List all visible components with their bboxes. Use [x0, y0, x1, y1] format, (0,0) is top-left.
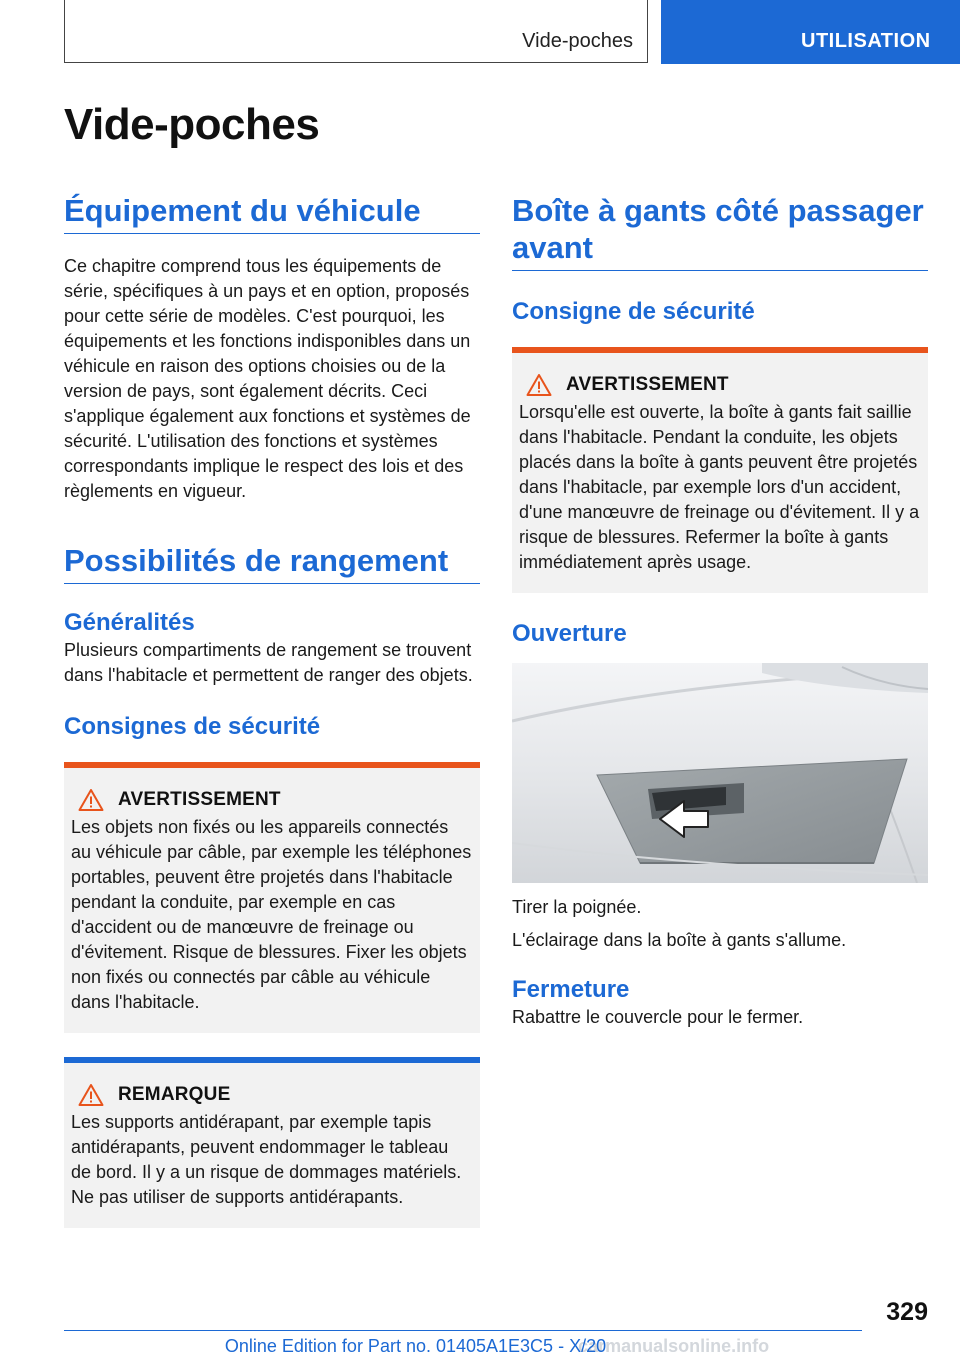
glovebox-photo	[512, 663, 928, 883]
glovebox-warning-notice	[512, 347, 928, 593]
header-section-box	[64, 0, 648, 63]
warning-title: AVERTISSEMENT	[118, 789, 281, 810]
note-title: REMARQUE	[118, 1084, 231, 1105]
storage-heading: Possibilités de rangement	[64, 542, 480, 584]
chapter-tab-label: UTILISATION	[801, 30, 931, 52]
general-heading: Généralités	[64, 609, 195, 636]
note-notice	[64, 1057, 480, 1228]
left-column	[64, 192, 480, 1228]
chapter-tab[interactable]	[661, 0, 960, 64]
closing-heading: Fermeture	[512, 976, 630, 1003]
page-number: 329	[886, 1298, 928, 1326]
safety-heading: Consignes de sécurité	[64, 713, 321, 740]
opening-step-2: L'éclairage dans la boîte à gants s'allume.	[512, 930, 847, 950]
equipment-body: Ce chapitre comprend tous les équipements de série, spécifiques à un pays et en option, proposés pour cette série de modèles. C'est pourquoi, les équipements et les fonctions indisponibles dans un véhicule en raison des options choisies ou de la version de pays, sont également décrits. Ceci s'applique également aux fonctions et systèmes de sécurité. L'utilisation des fonctions et systèmes correspondants implique le respect des lois et des règlements en vigueur.	[64, 256, 471, 501]
opening-heading: Ouverture	[512, 620, 627, 647]
watermark: carmanualsonline.info	[578, 1336, 770, 1356]
glovebox-warning-body: Lorsqu'elle est ouverte, la boîte à gants fait saillie dans l'habitacle. Pendant la conduite, les objets placés dans la boîte à gants peuvent être projetés dans l'habitacle, par exemple lors d'un accident, d'une manœuvre de freinage ou d'évitement. Il y a risque de blessures. Refermer la boîte à gants immédiatement après usage.	[519, 402, 920, 572]
warning-notice	[64, 762, 480, 1033]
footer	[0, 1336, 960, 1357]
opening-step-1: Tirer la poignée.	[512, 897, 642, 917]
glovebox-heading: Boîte à gants côté passager avant	[512, 192, 928, 271]
footer-divider	[64, 1330, 862, 1331]
warning-triangle-icon	[526, 373, 552, 397]
equipment-heading: Équipement du véhicule	[64, 192, 480, 234]
glovebox-safety-heading: Consigne de sécurité	[512, 298, 755, 325]
header-section-title: Vide-poches	[522, 30, 633, 52]
right-column	[512, 192, 928, 1030]
warning-body: Les objets non fixés ou les appareils connectés au véhicule par câble, par exemple les téléphones portables, peuvent être projetés dans l'habitacle pendant la conduite, par exemple en cas d'accident ou de manœuvre de freinage ou d'évitement. Risque de blessures. Fixer les objets non fixés ou connectés par câble au véhicule dans l'habitacle.	[71, 817, 472, 1012]
general-body: Plusieurs compartiments de rangement se trouvent dans l'habitacle et permettent de ranger des objets.	[64, 640, 473, 685]
footer-edition: Online Edition for Part no. 01405A1E3C5 - X/20	[224, 1336, 607, 1356]
page-title: Vide-poches	[64, 100, 320, 149]
glovebox-warning-title: AVERTISSEMENT	[566, 374, 729, 395]
note-body: Les supports antidérapant, par exemple tapis antidérapants, peuvent endommager le tableau de bord. Il y a un risque de dommages matériels. Ne pas utiliser de supports antidérapants.	[71, 1112, 462, 1207]
warning-triangle-icon	[78, 1083, 104, 1107]
warning-triangle-icon	[78, 788, 104, 812]
closing-body: Rabattre le couvercle pour le fermer.	[512, 1007, 804, 1027]
